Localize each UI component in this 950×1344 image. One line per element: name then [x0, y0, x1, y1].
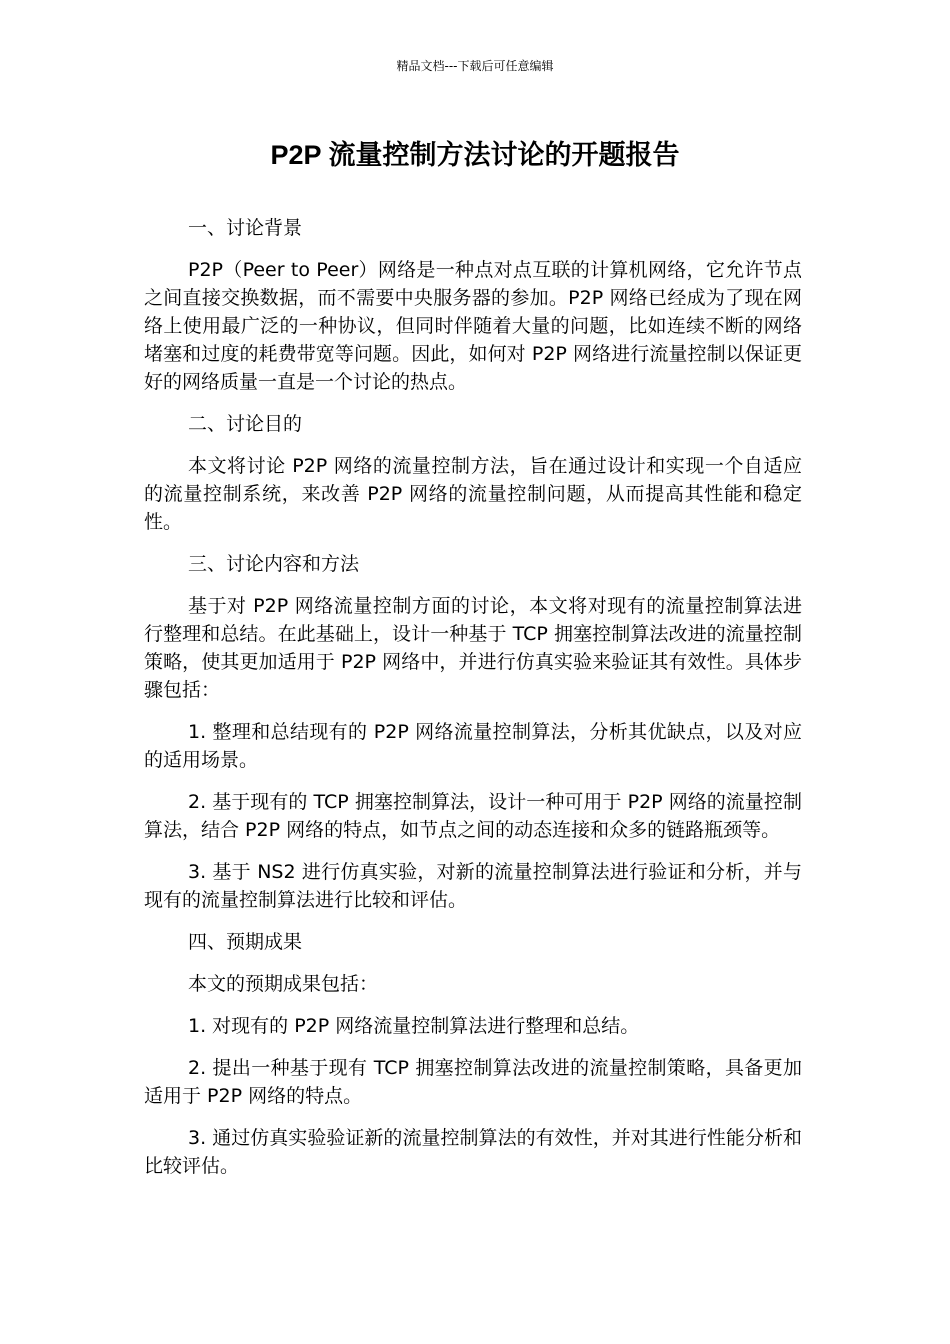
paragraph: P2P（Peer to Peer）网络是一种点对点互联的计算机网络，它允许节点之间直接交换数据，而不需要中央服务器的参加。P2P 网络已经成为了现在网络上使用最广泛的一种协议，但同时伴随着大量的问题，比如连续不断的网络堵塞和过度的耗费带宽等问题。因此，如何对 P2P 网络进行流量控制以保证更好的网络质量一直是一个讨论的热点。	[144, 259, 802, 393]
header-note: 精品文档---下载后可任意编辑	[396, 59, 554, 73]
list-item: 2. 提出一种基于现有 TCP 拥塞控制算法改进的流量控制策略，具备更加适用于 P2P 网络的特点。	[144, 1057, 802, 1107]
list-item: 3. 通过仿真实验验证新的流量控制算法的有效性，并对其进行性能分析和比较评估。	[144, 1127, 802, 1177]
list-item: 1. 整理和总结现有的 P2P 网络流量控制算法，分析其优缺点，以及对应的适用场景。	[144, 721, 802, 771]
section-heading: 三、讨论内容和方法	[188, 553, 360, 575]
section-heading: 一、讨论背景	[188, 217, 303, 239]
document-title: P2P 流量控制方法讨论的开题报告	[270, 140, 680, 170]
section-heading: 四、预期成果	[188, 931, 303, 953]
list-item: 2. 基于现有的 TCP 拥塞控制算法，设计一种可用于 P2P 网络的流量控制算法，结合 P2P 网络的特点，如节点之间的动态连接和众多的链路瓶颈等。	[144, 791, 802, 841]
list-item: 3. 基于 NS2 进行仿真实验，对新的流量控制算法进行验证和分析，并与现有的流量控制算法进行比较和评估。	[144, 861, 802, 911]
paragraph: 本文的预期成果包括：	[188, 973, 379, 995]
paragraph: 本文将讨论 P2P 网络的流量控制方法，旨在通过设计和实现一个自适应的流量控制系统，来改善 P2P 网络的流量控制问题，从而提高其性能和稳定性。	[144, 455, 802, 533]
section-heading: 二、讨论目的	[188, 413, 303, 435]
paragraph: 基于对 P2P 网络流量控制方面的讨论，本文将对现有的流量控制算法进行整理和总结。在此基础上，设计一种基于 TCP 拥塞控制算法改进的流量控制策略，使其更加适用于 P2P 网络中，并进行仿真实验来验证其有效性。具体步骤包括：	[144, 595, 802, 701]
document-body	[144, 214, 802, 1194]
list-item: 1. 对现有的 P2P 网络流量控制算法进行整理和总结。	[188, 1015, 640, 1037]
